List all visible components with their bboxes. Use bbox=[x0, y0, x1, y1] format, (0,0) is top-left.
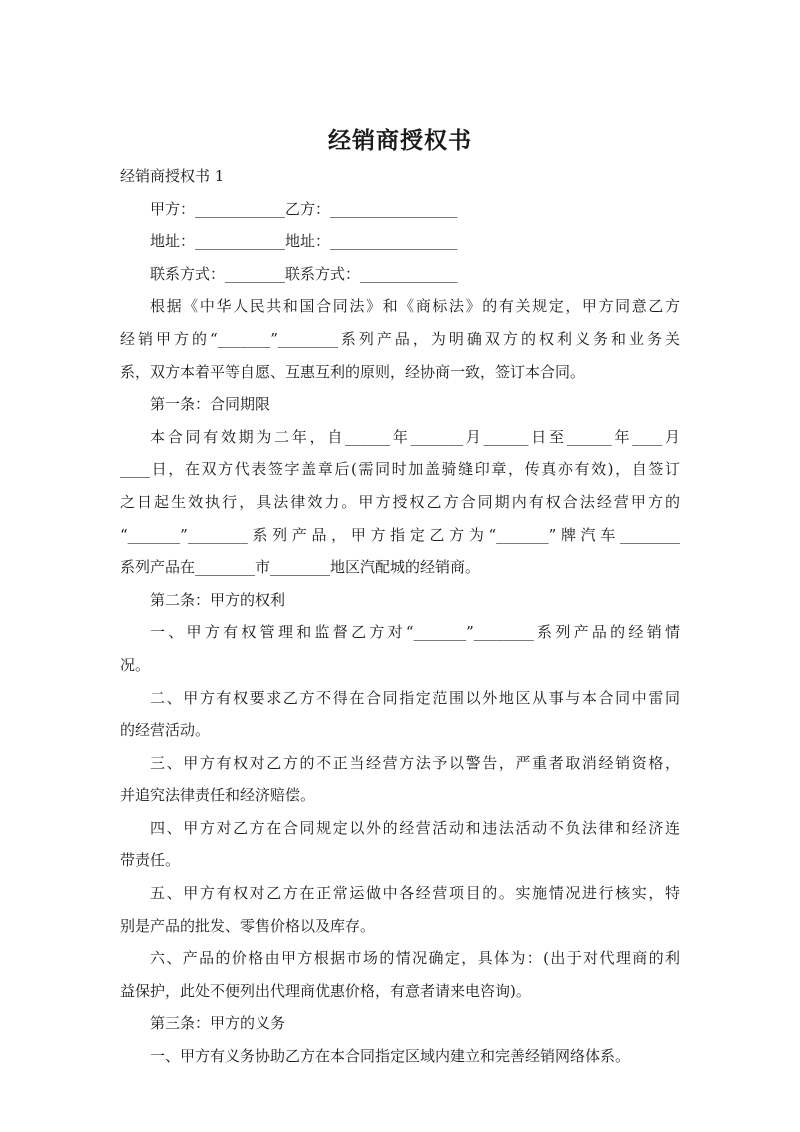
subtitle-line: 经销商授权书 1 bbox=[120, 167, 225, 185]
article-text-line: “_______”________系列产品，甲方指定乙方为“_______”牌汽车________ bbox=[120, 525, 680, 544]
article-heading: 第三条：甲方的义务 bbox=[150, 1014, 286, 1033]
article-heading: 第二条：甲方的权利 bbox=[150, 590, 286, 609]
clause-line: 六、产品的价格由甲方根据市场的情况确定，具体为：(出于对代理商的利 bbox=[150, 949, 680, 968]
clause-line: 四、甲方对乙方在合同规定以外的经营活动和违法活动不负法律和经济连 bbox=[150, 818, 680, 837]
clause-line: 一、甲方有义务协助乙方在本合同指定区域内建立和完善经销网络体系。 bbox=[150, 1047, 631, 1066]
clause-line: 三、甲方有权对乙方的不正当经营方法予以警告，严重者取消经销资格， bbox=[150, 753, 680, 772]
article-heading: 第一条：合同期限 bbox=[150, 395, 271, 414]
clause-line: 二、甲方有权要求乙方不得在合同指定范围以外地区从事与本合同中雷同 bbox=[150, 688, 680, 707]
document-body bbox=[120, 160, 680, 1073]
clause-line: 带责任。 bbox=[120, 851, 181, 870]
clause-line: 并追究法律责任和经济赔偿。 bbox=[120, 786, 316, 805]
preamble-line: 经销甲方的“_______”________系列产品，为明确双方的权利义务和业务关 bbox=[120, 329, 680, 348]
article-text-line: 系列产品在________市________地区汽配城的经销商。 bbox=[120, 558, 481, 577]
clause-line: 五、甲方有权对乙方在正常运做中各经营项目的。实施情况进行核实，特 bbox=[150, 884, 680, 903]
article-text-line: 本合同有效期为二年，自______年_______月______日至______年____月 bbox=[150, 427, 680, 446]
article-text-line: ____日，在双方代表签字盖章后(需同时加盖骑缝印章，传真亦有效)，自签订 bbox=[120, 460, 680, 479]
clause-line: 益保护，此处不便列出代理商优惠价格，有意者请来电咨询)。 bbox=[120, 981, 531, 1000]
preamble-line: 根据《中华人民共和国合同法》和《商标法》的有关规定，甲方同意乙方 bbox=[150, 297, 680, 316]
preamble-line: 系，双方本着平等自愿、互惠互利的原则，经协商一致，签订本合同。 bbox=[120, 362, 586, 381]
clause-line: 一、甲方有权管理和监督乙方对“_______”________系列产品的经销情 bbox=[150, 623, 680, 642]
clause-line: 的经营活动。 bbox=[120, 721, 211, 740]
clause-line: 别是产品的批发、零售价格以及库存。 bbox=[120, 916, 376, 935]
article-text-line: 之日起生效执行，具法律效力。甲方授权乙方合同期内有权合法经营甲方的 bbox=[120, 492, 680, 511]
party-name-line: 甲方：____________乙方：_________________ bbox=[150, 199, 458, 218]
party-address-line: 地址：____________地址：_________________ bbox=[150, 232, 458, 251]
document-title: 经销商授权书 bbox=[328, 128, 472, 154]
party-contact-line: 联系方式：________联系方式：_____________ bbox=[150, 264, 458, 283]
clause-line: 况。 bbox=[120, 655, 151, 674]
